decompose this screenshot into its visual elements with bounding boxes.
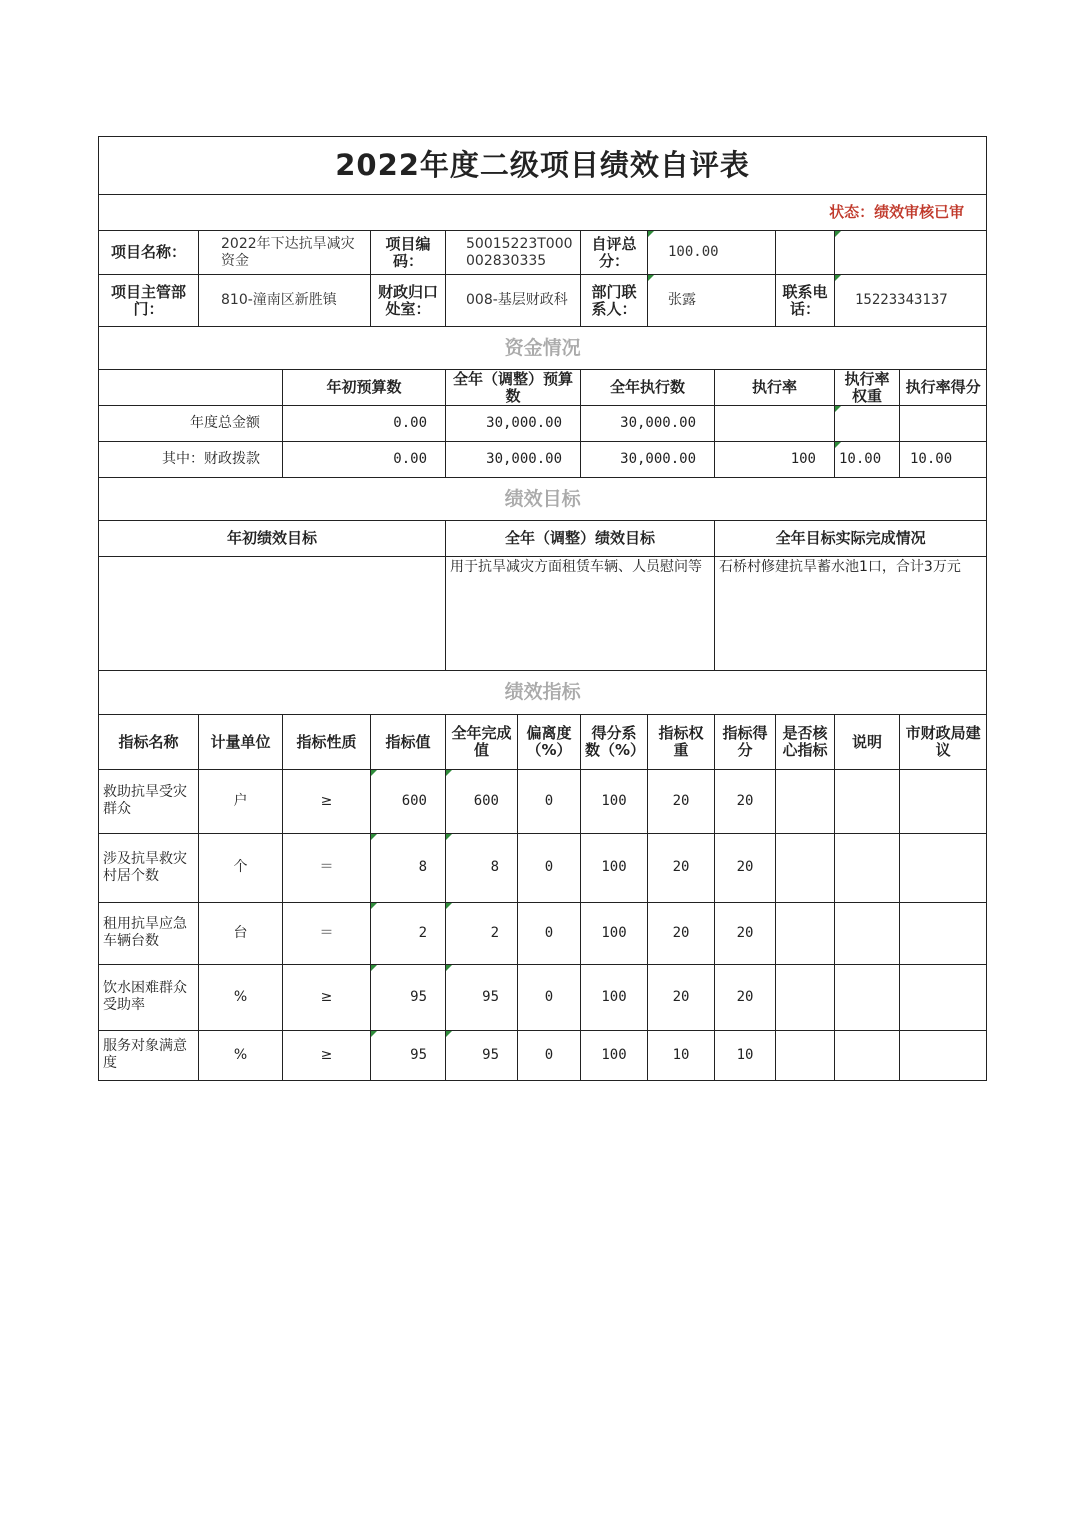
contact-label: 部门联系人： [581,275,648,327]
indicator-note [835,1030,900,1080]
table-row [99,442,987,478]
indicator-unit: 个 [199,833,283,902]
indicator-name: 涉及抗旱救灾村居个数 [99,833,199,902]
indicator-note [835,902,900,964]
indicator-weight: 20 [648,833,715,902]
empty-cell [99,370,283,406]
indicator-name: 饮水困难群众受助率 [99,964,199,1030]
indicator-nature: ≥ [283,964,371,1030]
col-header-initial-budget: 年初预算数 [283,370,446,406]
goals-section-title: 绩效目标 [99,478,987,521]
fund-rate-score: 10.00 [900,442,987,478]
indicator-deviation: 0 [518,964,581,1030]
indicator-score: 20 [715,833,776,902]
dept-label: 项目主管部门： [99,275,199,327]
indicator-deviation: 0 [518,769,581,833]
col-header-initial-goal: 年初绩效目标 [99,521,446,557]
indicator-target: 600 [371,769,446,833]
indicator-note [835,833,900,902]
performance-self-evaluation-table [98,136,987,1081]
indicator-actual: 8 [446,833,518,902]
indicator-actual: 95 [446,1030,518,1080]
col-header-deviation: 偏离度（%） [518,715,581,769]
indicator-name: 救助抗旱受灾群众 [99,769,199,833]
col-header-unit: 计量单位 [199,715,283,769]
col-header-note: 说明 [835,715,900,769]
col-header-rate-weight: 执行率权重 [835,370,900,406]
col-header-actual-completion: 全年目标实际完成情况 [715,521,987,557]
col-header-score: 指标得分 [715,715,776,769]
indicator-core [776,902,835,964]
indicator-target: 95 [371,1030,446,1080]
indicator-unit: 户 [199,769,283,833]
col-header-exec-rate: 执行率 [715,370,835,406]
empty-cell [776,231,835,275]
fund-row-label: 其中：财政拨款 [99,442,283,478]
indicator-weight: 10 [648,1030,715,1080]
col-header-executed: 全年执行数 [581,370,715,406]
fund-rate-score [900,406,987,442]
actual-completion-text: 石桥村修建抗旱蓄水池1口，合计3万元 [715,557,987,671]
col-header-target: 指标值 [371,715,446,769]
fund-executed: 30,000.00 [581,442,715,478]
indicator-advice [900,833,987,902]
page-title: 2022年度二级项目绩效自评表 [99,137,987,195]
indicator-nature: ≥ [283,1030,371,1080]
indicator-unit: % [199,1030,283,1080]
indicator-coefficient: 100 [581,833,648,902]
table-row [99,1030,987,1080]
indicator-deviation: 0 [518,1030,581,1080]
indicator-nature: ≥ [283,769,371,833]
indicator-name: 租用抗旱应急车辆台数 [99,902,199,964]
indicator-target: 8 [371,833,446,902]
dept-value: 810-潼南区新胜镇 [199,275,371,327]
indicator-core [776,1030,835,1080]
fund-row-label: 年度总金额 [99,406,283,442]
project-code-label: 项目编码： [371,231,446,275]
indicator-note [835,964,900,1030]
indicator-actual: 95 [446,964,518,1030]
fund-initial-budget: 0.00 [283,406,446,442]
indicator-actual: 600 [446,769,518,833]
table-row [99,964,987,1030]
col-header-nature: 指标性质 [283,715,371,769]
contact-value: 张露 [648,275,776,327]
indicator-deviation: 0 [518,902,581,964]
table-row [99,833,987,902]
indicator-unit: 台 [199,902,283,964]
indicator-coefficient: 100 [581,1030,648,1080]
fund-rate-weight [835,406,900,442]
table-row [99,406,987,442]
indicator-coefficient: 100 [581,902,648,964]
col-header-advice: 市财政局建议 [900,715,987,769]
indicator-core [776,769,835,833]
table-row [99,769,987,833]
adjusted-goal-text: 用于抗旱减灾方面租赁车辆、人员慰问等 [446,557,715,671]
indicator-target: 2 [371,902,446,964]
indicator-score: 10 [715,1030,776,1080]
score-label: 自评总分： [581,231,648,275]
fund-exec-rate: 100 [715,442,835,478]
fund-adjusted-budget: 30,000.00 [446,406,581,442]
table-row [99,902,987,964]
phone-value: 15223343137 [835,275,987,327]
col-header-adjusted-goal: 全年（调整）绩效目标 [446,521,715,557]
indicator-weight: 20 [648,964,715,1030]
score-value: 100.00 [648,231,776,275]
col-header-core: 是否核心指标 [776,715,835,769]
col-header-coefficient: 得分系数（%） [581,715,648,769]
indicator-coefficient: 100 [581,964,648,1030]
indicator-nature: ＝ [283,902,371,964]
indicator-advice [900,902,987,964]
indicator-actual: 2 [446,902,518,964]
indicator-advice [900,1030,987,1080]
indicator-advice [900,964,987,1030]
fund-adjusted-budget: 30,000.00 [446,442,581,478]
office-label: 财政归口处室： [371,275,446,327]
indicator-score: 20 [715,902,776,964]
indicator-deviation: 0 [518,833,581,902]
indicator-nature: ＝ [283,833,371,902]
fund-initial-budget: 0.00 [283,442,446,478]
indicator-core [776,833,835,902]
status-badge: 状态：绩效审核已审 [99,195,987,231]
project-code-value: 50015223T000002830335 [446,231,581,275]
col-header-indicator-name: 指标名称 [99,715,199,769]
indicators-section-title: 绩效指标 [99,671,987,715]
indicator-weight: 20 [648,769,715,833]
fund-exec-rate [715,406,835,442]
office-value: 008-基层财政科 [446,275,581,327]
fund-rate-weight: 10.00 [835,442,900,478]
indicator-score: 20 [715,769,776,833]
indicator-note [835,769,900,833]
project-name-value: 2022年下达抗旱减灾资金 [199,231,371,275]
funds-section-title: 资金情况 [99,327,987,370]
indicator-score: 20 [715,964,776,1030]
col-header-weight: 指标权重 [648,715,715,769]
fund-executed: 30,000.00 [581,406,715,442]
indicator-unit: % [199,964,283,1030]
indicator-advice [900,769,987,833]
empty-cell [835,231,987,275]
project-name-label: 项目名称： [99,231,199,275]
initial-goal-text [99,557,446,671]
phone-label: 联系电话： [776,275,835,327]
col-header-actual: 全年完成值 [446,715,518,769]
col-header-adjusted-budget: 全年（调整）预算数 [446,370,581,406]
indicator-target: 95 [371,964,446,1030]
indicator-coefficient: 100 [581,769,648,833]
col-header-rate-score: 执行率得分 [900,370,987,406]
indicator-weight: 20 [648,902,715,964]
indicator-core [776,964,835,1030]
indicator-name: 服务对象满意度 [99,1030,199,1080]
